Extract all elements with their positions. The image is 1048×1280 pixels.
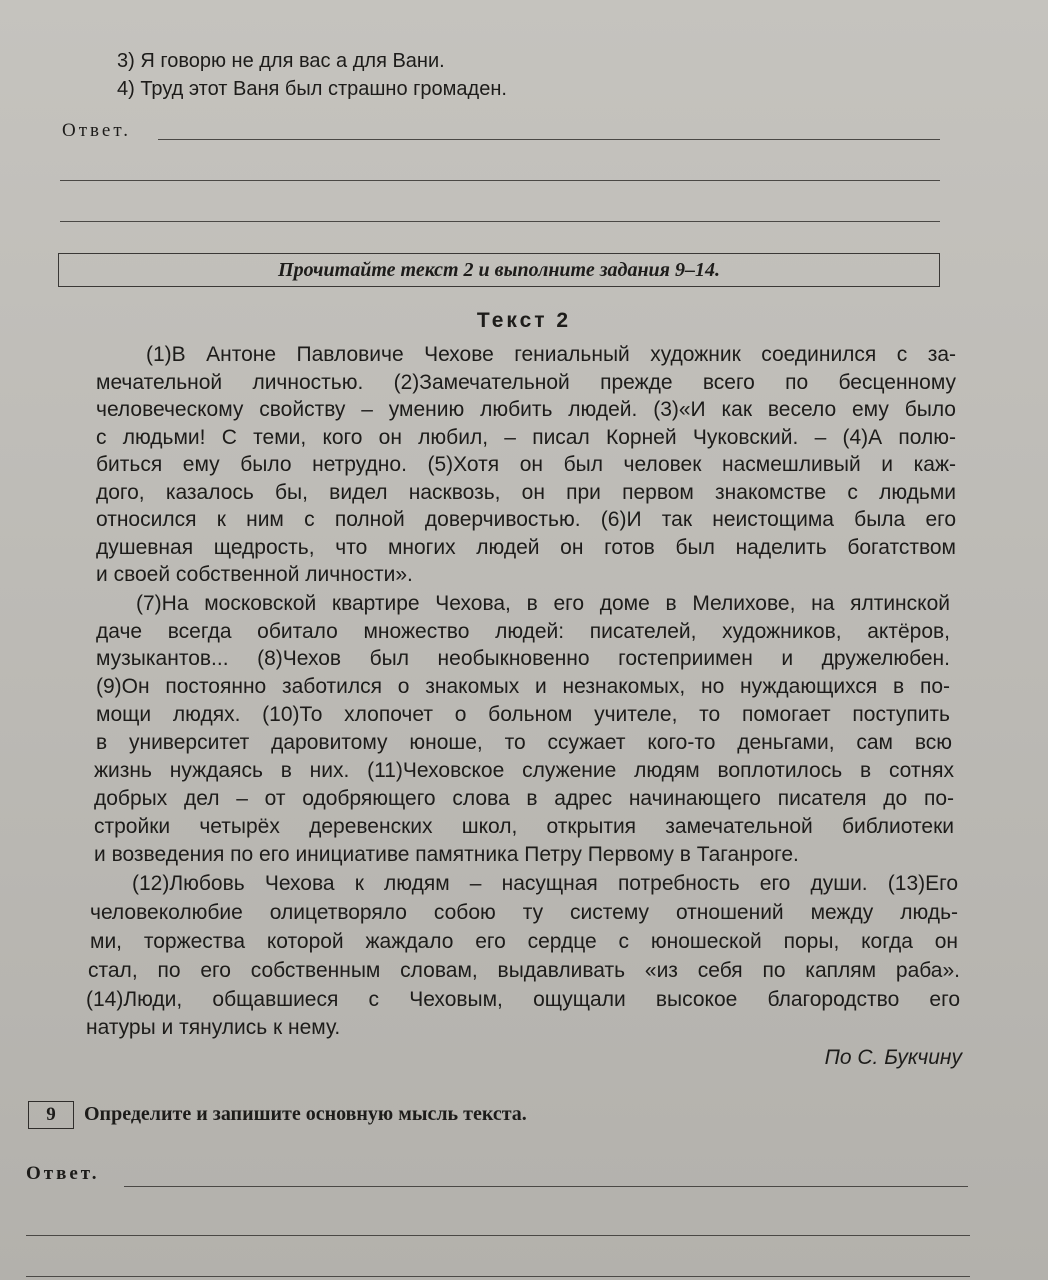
text-line: натуры и тянулись к нему. [86, 1016, 341, 1039]
answer-line-1[interactable] [158, 139, 940, 140]
answer-line-3[interactable] [60, 221, 940, 222]
text-line: музыкантов... (8)Чехов был необыкновенно гостеприимен и дружелюбен. [96, 647, 950, 670]
text-line: мощи людях. (10)То хлопочет о больном учителе, то помогает поступить [96, 703, 950, 726]
author-signature: По С. Букчину [824, 1046, 962, 1069]
answer-line-4[interactable] [124, 1186, 968, 1187]
answer-line-5[interactable] [26, 1235, 970, 1236]
text-line: (12)Любовь Чехова к людям – насущная потребность его души. (13)Его [132, 872, 958, 895]
text-line: добрых дел – от одобряющего слова в адрес начинающего писателя до по- [94, 787, 954, 810]
text-line: жизнь нуждаясь в них. (11)Чеховское служение людям воплотилось в сотнях [94, 759, 954, 782]
text-line: человеколюбие олицетворяло собою ту систему отношений между людь- [90, 901, 958, 924]
text-line: дого, казалось бы, видел насквозь, он при первом знакомстве с людьми [96, 481, 956, 504]
text-line: (14)Люди, общавшиеся с Чеховым, ощущали высокое благородство его [86, 988, 960, 1011]
text-line: человеческому свойству – умению любить людей. (3)«И как весело ему было [96, 398, 956, 421]
task-banner [58, 253, 940, 287]
text-line: стал, по его собственным словам, выдавливать «из себя по каплям раба». [88, 959, 960, 982]
text-line: (9)Он постоянно заботился о знакомых и незнакомых, но нуждающихся в по- [96, 675, 950, 698]
text-line: с людьми! С теми, кого он любил, – писал Корней Чуковский. – (4)А полю- [96, 426, 956, 449]
answer-label-top: Ответ. [62, 120, 131, 141]
question-number-box: 9 [28, 1101, 74, 1129]
text-line: стройки четырёх деревенских школ, открытия замечательной библиотеки [94, 815, 954, 838]
answer-line-2[interactable] [60, 180, 940, 181]
text-line: относился к ним с полной доверчивостью. (6)И так неистощима была его [96, 508, 956, 531]
option-4: 4) Труд этот Ваня был страшно громаден. [117, 78, 507, 100]
text-line: и своей собственной личности». [96, 563, 413, 586]
question-text: Определите и запишите основную мысль текста. [84, 1103, 527, 1125]
text-line: в университет даровитому юноше, то ссужает кого-то деньгами, сам всю [96, 731, 952, 754]
text-line: (7)На московской квартире Чехова, в его доме в Мелихове, на ялтинской [136, 592, 950, 615]
text-line: (1)В Антоне Павловиче Чехове гениальный художник соединился с за- [146, 343, 956, 366]
text-line: ми, торжества которой жаждало его сердце с юношеской поры, когда он [90, 930, 958, 953]
answer-line-6[interactable] [26, 1276, 970, 1277]
answer-label-bottom: Ответ. [26, 1163, 100, 1184]
text-line: даче всегда обитало множество людей: писателей, художников, актёров, [96, 620, 950, 643]
text-line: биться ему было нетрудно. (5)Хотя он был человек насмешливый и каж- [96, 453, 956, 476]
task-banner-text: Прочитайте текст 2 и выполните задания 9–14. [278, 258, 720, 281]
text-line: и возведения по его инициативе памятника Петру Первому в Таганроге. [94, 843, 799, 866]
text-line: душевная щедрость, что многих людей он готов был наделить богатством [96, 536, 956, 559]
text-line: мечательной личностью. (2)Замечательной прежде всего по бесценному [96, 371, 956, 394]
text-title: Текст 2 [476, 309, 572, 332]
option-3: 3) Я говорю не для вас а для Вани. [117, 50, 445, 72]
